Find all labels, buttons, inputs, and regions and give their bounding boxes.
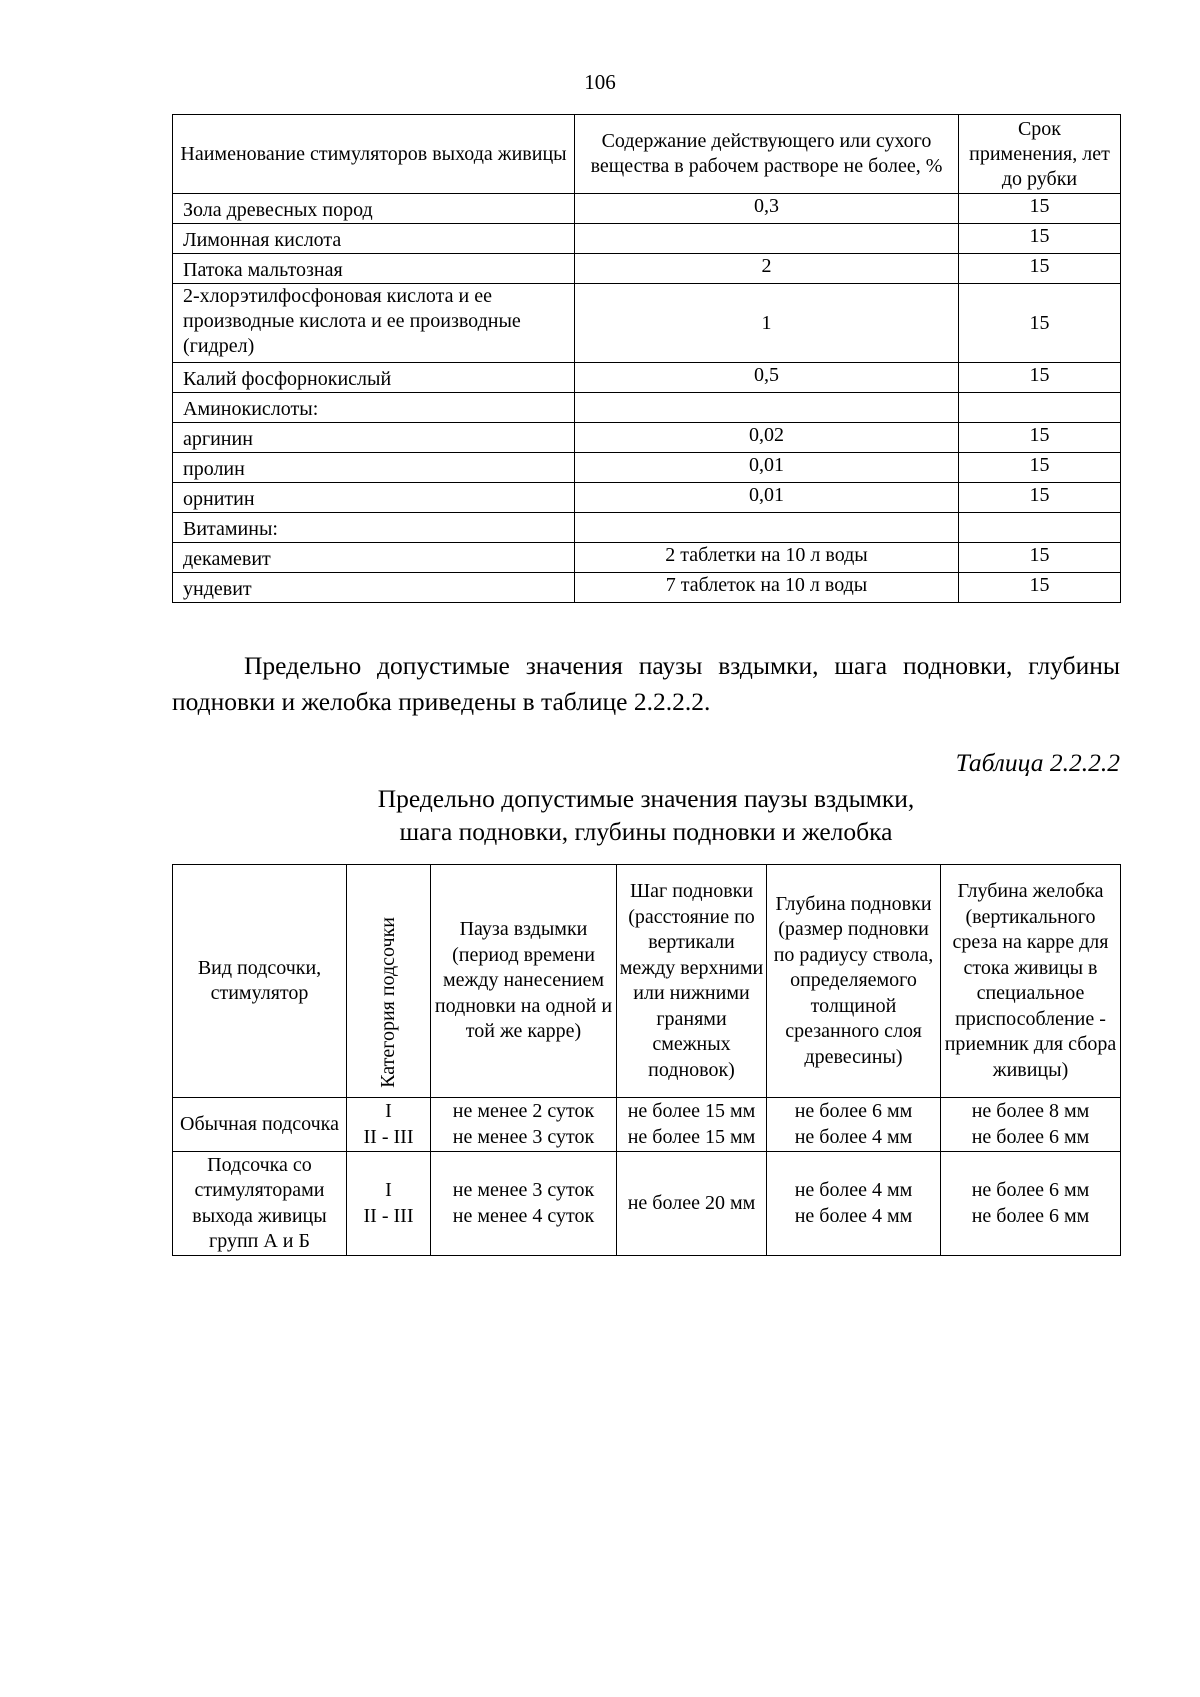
vertical-header-text: Категория подсочки [376, 916, 399, 1088]
value-line: не более 4 мм [794, 1179, 913, 1201]
stimulator-name: Калий фосфорнокислый [173, 363, 575, 393]
page-number: 106 [584, 70, 616, 94]
stimulator-name: декамевит [173, 543, 575, 573]
stimulator-name: ундевит [173, 573, 575, 603]
application-term: 15 [959, 284, 1121, 363]
body-paragraph: Предельно допустимые значения паузы вздымки, шага подновки, глубины подновки и желобка приведены в таблице 2.2.2.2. [172, 651, 1120, 716]
tapping-category [347, 1098, 431, 1152]
stimulator-group-name: Витамины: [173, 513, 575, 543]
application-term: 15 [959, 573, 1121, 603]
application-term: 15 [959, 363, 1121, 393]
application-term: 15 [959, 543, 1121, 573]
application-term: 15 [959, 224, 1121, 254]
value-line: не более 6 мм [794, 1100, 913, 1122]
substance-content [575, 513, 959, 543]
table-title-line: шага подновки, глубины подновки и желобка [399, 817, 893, 846]
substance-content: 0,3 [575, 194, 959, 224]
table-row [173, 543, 1121, 573]
table-row [173, 483, 1121, 513]
substance-content [575, 393, 959, 423]
value-line: не более 6 мм [971, 1125, 1090, 1148]
application-term [959, 393, 1121, 423]
stimulator-name: пролин [173, 453, 575, 483]
table-label: Таблица 2.2.2.2 [955, 748, 1120, 777]
value-line: не менее 3 суток [452, 1125, 595, 1148]
header-depth: Глубина подновки (размер подновки по радиусу ствола, определяемого толщиной срезанного слоя древесины) [767, 865, 941, 1098]
stimulator-name: Лимонная кислота [173, 224, 575, 254]
value-line: не менее 4 суток [452, 1204, 595, 1227]
tapping-category [347, 1152, 431, 1256]
substance-content: 0,02 [575, 423, 959, 453]
table-header-row [173, 115, 1121, 194]
table-row [173, 393, 1121, 423]
header-pause: Пауза вздымки (период времени между нанесением подновки на одной и той же карре) [431, 865, 617, 1098]
value-line: не более 4 мм [794, 1204, 913, 1227]
substance-content: 0,5 [575, 363, 959, 393]
table-header-row [173, 865, 1121, 1098]
table-row [173, 573, 1121, 603]
stimulator-name: аргинин [173, 423, 575, 453]
table-title [172, 782, 1120, 848]
value-line: не более 4 мм [794, 1125, 913, 1148]
table-row [173, 363, 1121, 393]
stimulator-name: Патока мальтозная [173, 254, 575, 284]
substance-content: 2 таблетки на 10 л воды [575, 543, 959, 573]
header-step: Шаг подновки (расстояние по вертикали между верхними или нижними гранями смежных подновок) [617, 865, 767, 1098]
table-row [173, 224, 1121, 254]
substance-content: 0,01 [575, 483, 959, 513]
value-line: не более 15 мм [627, 1125, 756, 1148]
value-line: не более 15 мм [627, 1100, 756, 1122]
table-row [173, 284, 1121, 363]
substance-content: 0,01 [575, 453, 959, 483]
tapping-limits-table [172, 864, 1121, 1256]
groove-value [941, 1152, 1121, 1256]
application-term: 15 [959, 423, 1121, 453]
substance-content [575, 224, 959, 254]
value-line: не более 6 мм [971, 1204, 1090, 1227]
table-row [173, 194, 1121, 224]
depth-value [767, 1152, 941, 1256]
depth-value [767, 1098, 941, 1152]
application-term: 15 [959, 483, 1121, 513]
table-row [173, 423, 1121, 453]
table-row [173, 254, 1121, 284]
table-title-line: Предельно допустимые значения паузы вздымки, [377, 784, 915, 813]
stimulator-group-name: Аминокислоты: [173, 393, 575, 423]
category-value: II - III [363, 1204, 414, 1227]
application-term: 15 [959, 194, 1121, 224]
substance-content: 1 [575, 284, 959, 363]
header-substance-content: Содержание действующего или сухого вещества в рабочем растворе не более, % [575, 115, 959, 194]
substance-content: 7 таблеток на 10 л воды [575, 573, 959, 603]
step-value: не более 20 мм [617, 1152, 767, 1256]
application-term [959, 513, 1121, 543]
table-row [173, 1098, 1121, 1152]
tapping-type: Подсочка со стимуляторами выхода живицы групп А и Б [173, 1152, 347, 1256]
table-row [173, 513, 1121, 543]
header-stimulator-name: Наименование стимуляторов выхода живицы [173, 115, 575, 194]
step-value [617, 1098, 767, 1152]
value-line: не более 8 мм [971, 1100, 1090, 1122]
table-row [173, 1152, 1121, 1256]
groove-value [941, 1098, 1121, 1152]
category-value: II - III [363, 1125, 414, 1148]
application-term: 15 [959, 453, 1121, 483]
value-line: не менее 2 суток [452, 1100, 595, 1122]
stimulator-name: Зола древесных пород [173, 194, 575, 224]
pause-value [431, 1152, 617, 1256]
application-term: 15 [959, 254, 1121, 284]
value-line: не менее 3 суток [452, 1179, 595, 1201]
stimulator-name: орнитин [173, 483, 575, 513]
table-row [173, 453, 1121, 483]
header-groove: Глубина желобка (вертикального среза на карре для стока живицы в специальное приспособление - приемник для сбора живицы) [941, 865, 1121, 1098]
value-line: не более 6 мм [971, 1179, 1090, 1201]
category-value: I [385, 1179, 392, 1201]
pause-value [431, 1098, 617, 1152]
tapping-type: Обычная подсочка [173, 1098, 347, 1152]
substance-content: 2 [575, 254, 959, 284]
category-value: I [385, 1100, 392, 1122]
header-tapping-type: Вид подсочки, стимулятор [173, 865, 347, 1098]
header-tapping-category [347, 865, 431, 1098]
stimulators-table [172, 114, 1121, 603]
stimulator-name: 2-хлорэтилфосфоновая кислота и ее производные кислота и ее производные (гидрел) [173, 284, 575, 363]
header-application-term: Срок применения, лет до рубки [959, 115, 1121, 194]
